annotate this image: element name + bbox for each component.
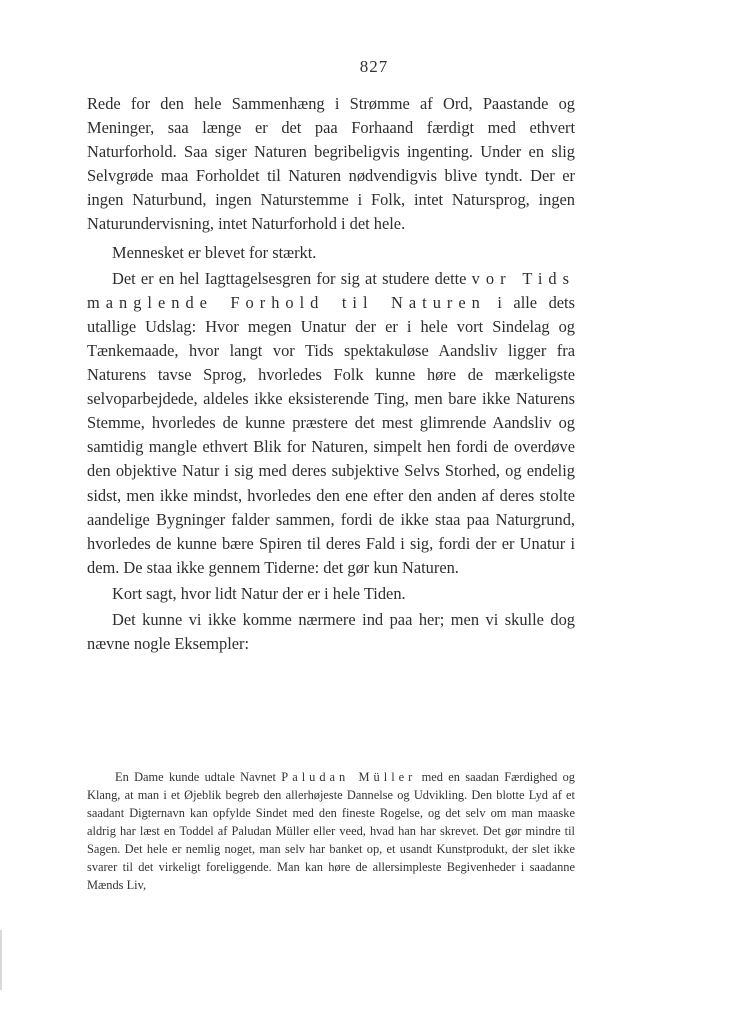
footnote-rest: med en saadan Færdighed og Klang, at man i et Øjeblik begreb den allerhøjeste Dannelse og Udvikling. Den blotte Lyd af et saadant Digternavn kan opfylde Sindet med den fineste Rogelse, og det selv om man maaske aldrig har læst en Toddel af Paludan Müller eller veed, hvad han har skrevet. Det gør mindre til Sagen. Det hele er nemlig noget, man selv har banket op, et usandt Kunstprodukt, der slet ikke svarer til det virkeligt foreliggende. Man kan høre de allersimpleste Begivenheder i saadanne Mænds Liv,	[87, 770, 575, 892]
paragraph-3-emphasis: vor Tids manglende Forhold til Naturen	[87, 268, 575, 312]
scan-edge-mark	[0, 930, 2, 990]
paragraph-1: Rede for den hele Sammenhæng i Strømme af Ord, Paastande og Meninger, saa længe er det paa Forhaand færdigt med ethvert Naturforhold. Saa siger Naturen begribeligvis ingenting. Under en slig Selvgrøde maa Forholdet til Naturen nødvendigvis blive tyndt. Der er ingen Naturbund, ingen Naturstemme i Folk, intet Natursprog, ingen Naturundervisning, intet Naturforhold i det hele.	[87, 94, 575, 234]
page-number: 827	[359, 57, 389, 76]
main-text	[87, 92, 575, 656]
paragraph-3-start: Det er en hel Iagttagelsesgren for sig at studere dette	[112, 268, 472, 288]
footnote-emphasis: Paludan Müller	[281, 770, 417, 784]
paragraph-3-rest: i alle dets utallige Udslag: Hvor megen Unatur der er i hele vort Sindelag og Tænkemaade, hvor langt vor Tids spektakuløse Aandsliv ligger fra Naturens tavse Sprog, hvorledes Folk kunne høre de mærkeligste selvoparbejdede, aldeles ikke eksisterende Ting, men bare ikke Naturens Stemme, hvorledes de kunne præstere det mest glimrende Aandsliv og samtidig mangle ethvert Blik for Naturen, simpelt hen fordi de overdøve den objektive Natur i sig med deres subjektive Selvs Storhed, og endelig sidst, men ikke mindst, hvorledes den ene efter den anden af deres stolte aandelige Bygninger falder sammen, fordi de ikke staa paa Naturgrund, hvorledes de kunne bære Spiren til deres Fald i sig, fordi der er Unatur i dem. De staa ikke gennem Tiderne: det gør kun Naturen.	[87, 292, 575, 577]
footnote	[87, 768, 575, 894]
footnote-paragraph	[87, 768, 575, 894]
paragraph-5: Det kunne vi ikke komme nærmere ind paa her; men vi skulle dog nævne nogle Eksempler:	[87, 609, 575, 654]
paragraph-2: Mennesket er blevet for stærkt.	[112, 242, 317, 262]
paragraph-4: Kort sagt, hvor lidt Natur der er i hele Tiden.	[112, 583, 406, 603]
paragraph-3	[87, 267, 575, 580]
footnote-start: En Dame kunde udtale Navnet	[115, 770, 282, 784]
